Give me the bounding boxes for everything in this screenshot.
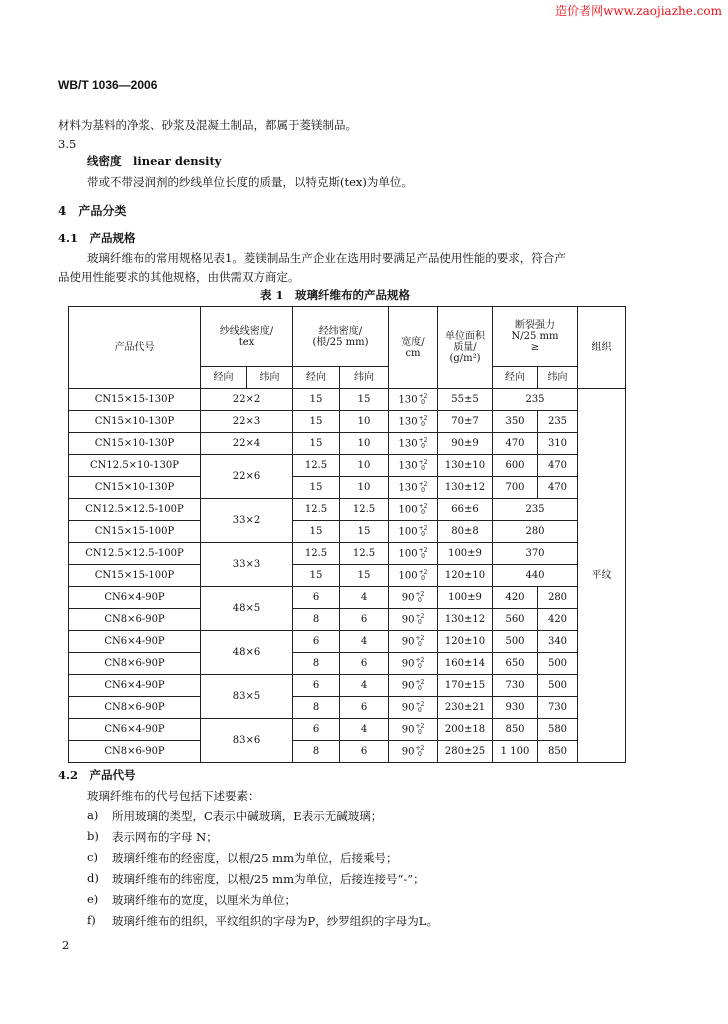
width-tolerance bbox=[419, 416, 428, 428]
weft-density-cell: 6 bbox=[340, 609, 389, 631]
table-row bbox=[69, 543, 626, 565]
product-code-cell: CN6×4-90P bbox=[69, 587, 201, 609]
warp-density-cell: 8 bbox=[293, 697, 340, 719]
strength-warp-cell: 1 100 bbox=[493, 741, 538, 763]
paragraph-continuation: 材料为基料的净浆、砂浆及混凝土制品，都属于菱镁制品。 bbox=[58, 118, 357, 132]
table-row bbox=[69, 565, 626, 587]
mass-cell: 55±5 bbox=[438, 389, 493, 411]
width-cell bbox=[389, 741, 438, 763]
mass-cell: 130±10 bbox=[438, 455, 493, 477]
list-item-label: a) bbox=[87, 808, 99, 822]
width-tolerance bbox=[415, 636, 424, 648]
product-code-cell: CN15×10-130P bbox=[69, 433, 201, 455]
weft-density-cell: 6 bbox=[340, 741, 389, 763]
strength-cell: 235 bbox=[493, 389, 578, 411]
width-tolerance bbox=[415, 614, 424, 626]
table-row bbox=[69, 741, 626, 763]
product-code-cell: CN8×6-90P bbox=[69, 653, 201, 675]
width-tolerance bbox=[415, 658, 424, 670]
list-item-text: 玻璃纤维布的经密度，以根/25 mm为单位，后接乘号； bbox=[112, 851, 398, 865]
strength-warp-cell: 650 bbox=[493, 653, 538, 675]
strength-weft-cell: 850 bbox=[538, 741, 578, 763]
width-cell bbox=[389, 389, 438, 411]
product-code-cell: CN6×4-90P bbox=[69, 675, 201, 697]
width-value: 130 bbox=[398, 482, 418, 493]
width-tolerance bbox=[415, 680, 424, 692]
tolerance-lower: 0 bbox=[421, 530, 425, 538]
tolerance-upper: +2 bbox=[418, 568, 428, 576]
paragraph-line-1: 玻璃纤维布的常用规格见表1。菱镁制品生产企业在选用时要满足产品使用性能的要求，符合产 bbox=[87, 251, 566, 265]
warp-density-cell: 8 bbox=[293, 609, 340, 631]
yarn-density-cell: 48×5 bbox=[201, 587, 293, 631]
product-code-cell: CN8×6-90P bbox=[69, 697, 201, 719]
weft-density-cell: 4 bbox=[340, 719, 389, 741]
weft-density-cell: 6 bbox=[340, 697, 389, 719]
weft-density-cell: 15 bbox=[340, 389, 389, 411]
product-code-cell: CN15×10-130P bbox=[69, 411, 201, 433]
warp-density-cell: 6 bbox=[293, 675, 340, 697]
product-code-cell: CN8×6-90P bbox=[69, 609, 201, 631]
width-tolerance bbox=[419, 460, 428, 472]
warp-density-cell: 12.5 bbox=[293, 543, 340, 565]
strength-warp-cell: 850 bbox=[493, 719, 538, 741]
warp-density-cell: 15 bbox=[293, 411, 340, 433]
mass-cell: 120±10 bbox=[438, 565, 493, 587]
table-row bbox=[69, 587, 626, 609]
header-width: 宽度/ cm bbox=[389, 307, 438, 389]
mass-cell: 100±9 bbox=[438, 543, 493, 565]
table-row bbox=[69, 499, 626, 521]
subheader-density-weft: 纬向 bbox=[340, 367, 389, 389]
list-item-text: 玻璃纤维布的纬密度，以根/25 mm为单位，后接连接号“-”； bbox=[112, 872, 425, 886]
product-code-cell: CN12.5×10-130P bbox=[69, 455, 201, 477]
subheader-density-warp: 经向 bbox=[293, 367, 340, 389]
warp-density-cell: 15 bbox=[293, 521, 340, 543]
weft-density-cell: 4 bbox=[340, 675, 389, 697]
tolerance-lower: 0 bbox=[417, 596, 422, 604]
list-item-label: c) bbox=[87, 850, 98, 864]
mass-cell: 70±7 bbox=[438, 411, 493, 433]
strength-warp-cell: 930 bbox=[493, 697, 538, 719]
yarn-density-cell: 22×4 bbox=[201, 433, 293, 455]
width-cell bbox=[389, 631, 438, 653]
warp-density-cell: 6 bbox=[293, 631, 340, 653]
weft-density-cell: 10 bbox=[340, 477, 389, 499]
header-density: 经纬密度/ (根/25 mm) bbox=[293, 307, 389, 367]
weft-density-cell: 10 bbox=[340, 455, 389, 477]
strength-weft-cell: 470 bbox=[538, 477, 578, 499]
mass-cell: 80±8 bbox=[438, 521, 493, 543]
table-row bbox=[69, 697, 626, 719]
mass-cell: 90±9 bbox=[438, 433, 493, 455]
strength-weft-cell: 500 bbox=[538, 675, 578, 697]
header-weave: 组织 bbox=[578, 307, 626, 389]
table-row bbox=[69, 389, 626, 411]
tolerance-lower: 0 bbox=[421, 398, 425, 406]
product-code-cell: CN15×15-100P bbox=[69, 521, 201, 543]
warp-density-cell: 15 bbox=[293, 433, 340, 455]
strength-weft-cell: 500 bbox=[538, 653, 578, 675]
strength-warp-cell: 500 bbox=[493, 631, 538, 653]
width-value: 90 bbox=[401, 636, 415, 647]
list-item-label: d) bbox=[87, 871, 99, 885]
yarn-density-cell: 22×2 bbox=[201, 389, 293, 411]
product-code-cell: CN6×4-90P bbox=[69, 719, 201, 741]
mass-cell: 160±14 bbox=[438, 653, 493, 675]
strength-weft-cell: 420 bbox=[538, 609, 578, 631]
product-code-cell: CN12.5×12.5-100P bbox=[69, 543, 201, 565]
tolerance-lower: 0 bbox=[417, 706, 422, 714]
strength-cell: 370 bbox=[493, 543, 578, 565]
yarn-density-cell: 33×3 bbox=[201, 543, 293, 587]
list-item-text: 所用玻璃的类型，C表示中碱玻璃，E表示无碱玻璃； bbox=[112, 809, 383, 823]
tolerance-upper: +2 bbox=[415, 700, 425, 708]
strength-warp-cell: 730 bbox=[493, 675, 538, 697]
tolerance-upper: +2 bbox=[415, 744, 425, 752]
width-cell bbox=[389, 565, 438, 587]
tolerance-lower: 0 bbox=[421, 442, 425, 450]
mass-cell: 170±15 bbox=[438, 675, 493, 697]
code-intro: 玻璃纤维布的代号包括下述要素： bbox=[87, 789, 260, 803]
yarn-density-cell: 22×6 bbox=[201, 455, 293, 499]
width-value: 100 bbox=[398, 570, 418, 581]
weft-density-cell: 15 bbox=[340, 565, 389, 587]
strength-cell: 235 bbox=[493, 499, 578, 521]
tolerance-upper: +2 bbox=[418, 524, 428, 532]
mass-cell: 130±12 bbox=[438, 609, 493, 631]
strength-weft-cell: 310 bbox=[538, 433, 578, 455]
width-cell bbox=[389, 499, 438, 521]
strength-weft-cell: 580 bbox=[538, 719, 578, 741]
weft-density-cell: 10 bbox=[340, 411, 389, 433]
width-value: 100 bbox=[398, 504, 418, 515]
width-cell bbox=[389, 411, 438, 433]
strength-weft-cell: 235 bbox=[538, 411, 578, 433]
mass-cell: 120±10 bbox=[438, 631, 493, 653]
mass-cell: 100±9 bbox=[438, 587, 493, 609]
width-cell bbox=[389, 609, 438, 631]
tolerance-lower: 0 bbox=[417, 662, 422, 670]
width-cell bbox=[389, 719, 438, 741]
table-title: 表 1 玻璃纤维布的产品规格 bbox=[260, 288, 411, 302]
table-row bbox=[69, 719, 626, 741]
tolerance-upper: +2 bbox=[418, 436, 428, 444]
mass-cell: 230±21 bbox=[438, 697, 493, 719]
mass-cell: 130±12 bbox=[438, 477, 493, 499]
table-row bbox=[69, 609, 626, 631]
width-cell bbox=[389, 521, 438, 543]
weft-density-cell: 10 bbox=[340, 433, 389, 455]
yarn-density-cell: 33×2 bbox=[201, 499, 293, 543]
tolerance-lower: 0 bbox=[421, 486, 425, 494]
width-cell bbox=[389, 697, 438, 719]
width-value: 90 bbox=[401, 746, 415, 757]
warp-density-cell: 8 bbox=[293, 653, 340, 675]
width-value: 130 bbox=[398, 460, 418, 471]
width-value: 100 bbox=[398, 526, 418, 537]
table-row bbox=[69, 521, 626, 543]
list-item-text: 玻璃纤维布的组织，平纹组织的字母为P，纱罗组织的字母为L。 bbox=[112, 914, 438, 928]
table-row bbox=[69, 411, 626, 433]
term-definition: 带或不带浸润剂的纱线单位长度的质量，以特克斯(tex)为单位。 bbox=[87, 175, 413, 189]
tolerance-lower: 0 bbox=[421, 552, 425, 560]
strength-warp-cell: 420 bbox=[493, 587, 538, 609]
table-row bbox=[69, 653, 626, 675]
weave-cell: 平纹 bbox=[578, 389, 626, 763]
width-value: 90 bbox=[401, 724, 415, 735]
width-value: 90 bbox=[401, 702, 415, 713]
width-tolerance bbox=[419, 504, 428, 516]
tolerance-upper: +2 bbox=[415, 722, 425, 730]
header-code: 产品代号 bbox=[69, 307, 201, 389]
product-code-cell: CN12.5×12.5-100P bbox=[69, 499, 201, 521]
table-row bbox=[69, 477, 626, 499]
width-value: 130 bbox=[398, 416, 418, 427]
tolerance-upper: +2 bbox=[418, 480, 428, 488]
yarn-density-cell: 83×5 bbox=[201, 675, 293, 719]
product-code-cell: CN15×10-130P bbox=[69, 477, 201, 499]
tolerance-upper: +2 bbox=[415, 656, 425, 664]
width-tolerance bbox=[419, 570, 428, 582]
page-number: 2 bbox=[62, 938, 70, 952]
width-tolerance bbox=[415, 746, 424, 758]
strength-weft-cell: 730 bbox=[538, 697, 578, 719]
strength-cell: 440 bbox=[493, 565, 578, 587]
subheader-tex-weft: 纬向 bbox=[247, 367, 293, 389]
warp-density-cell: 15 bbox=[293, 565, 340, 587]
tolerance-lower: 0 bbox=[421, 508, 425, 516]
header-strength: 断裂强力 N/25 mm ≥ bbox=[493, 307, 578, 367]
weft-density-cell: 4 bbox=[340, 631, 389, 653]
width-value: 100 bbox=[398, 548, 418, 559]
product-spec-table bbox=[68, 306, 626, 763]
list-item-label: f) bbox=[87, 913, 96, 927]
strength-warp-cell: 350 bbox=[493, 411, 538, 433]
subheader-strength-weft: 纬向 bbox=[538, 367, 578, 389]
strength-warp-cell: 700 bbox=[493, 477, 538, 499]
yarn-density-cell: 22×3 bbox=[201, 411, 293, 433]
warp-density-cell: 15 bbox=[293, 477, 340, 499]
mass-cell: 280±25 bbox=[438, 741, 493, 763]
warp-density-cell: 8 bbox=[293, 741, 340, 763]
tolerance-upper: +2 bbox=[418, 458, 428, 466]
width-tolerance bbox=[419, 438, 428, 450]
watermark-text: 造价者网www.zaojiazhe.com bbox=[555, 4, 722, 18]
width-cell bbox=[389, 653, 438, 675]
width-tolerance bbox=[419, 526, 428, 538]
width-value: 90 bbox=[401, 614, 415, 625]
header-tex: 纱线线密度/ tex bbox=[201, 307, 293, 367]
width-cell bbox=[389, 543, 438, 565]
tolerance-lower: 0 bbox=[417, 750, 422, 758]
section-4-heading: 4 产品分类 bbox=[58, 204, 127, 218]
header-mass: 单位面积 质量/ (g/m²) bbox=[438, 307, 493, 389]
paragraph-line-2: 品使用性能要求的其他规格，由供需双方商定。 bbox=[58, 270, 300, 284]
strength-weft-cell: 470 bbox=[538, 455, 578, 477]
width-cell bbox=[389, 433, 438, 455]
width-tolerance bbox=[419, 548, 428, 560]
section-4-1-heading: 4.1 产品规格 bbox=[58, 231, 136, 245]
warp-density-cell: 6 bbox=[293, 719, 340, 741]
subheader-tex-warp: 经向 bbox=[201, 367, 247, 389]
width-cell bbox=[389, 455, 438, 477]
product-code-cell: CN6×4-90P bbox=[69, 631, 201, 653]
weft-density-cell: 12.5 bbox=[340, 543, 389, 565]
width-cell bbox=[389, 477, 438, 499]
list-item-text: 玻璃纤维布的宽度，以厘米为单位； bbox=[112, 893, 296, 907]
product-code-cell: CN15×15-100P bbox=[69, 565, 201, 587]
tolerance-lower: 0 bbox=[417, 728, 422, 736]
strength-weft-cell: 340 bbox=[538, 631, 578, 653]
section-3-5: 3.5 bbox=[58, 137, 77, 151]
width-value: 90 bbox=[401, 592, 415, 603]
tolerance-lower: 0 bbox=[421, 464, 425, 472]
width-tolerance bbox=[419, 394, 428, 406]
product-code-cell: CN8×6-90P bbox=[69, 741, 201, 763]
width-tolerance bbox=[419, 482, 428, 494]
width-cell bbox=[389, 675, 438, 697]
strength-cell: 280 bbox=[493, 521, 578, 543]
list-item-text: 表示网布的字母 N； bbox=[112, 830, 218, 844]
tolerance-upper: +2 bbox=[415, 634, 425, 642]
table-body bbox=[69, 389, 626, 763]
tolerance-lower: 0 bbox=[417, 684, 422, 692]
mass-cell: 200±18 bbox=[438, 719, 493, 741]
yarn-density-cell: 83×6 bbox=[201, 719, 293, 763]
width-tolerance bbox=[415, 724, 424, 736]
weft-density-cell: 12.5 bbox=[340, 499, 389, 521]
width-cell bbox=[389, 587, 438, 609]
warp-density-cell: 15 bbox=[293, 389, 340, 411]
term-linear-density: 线密度 linear density bbox=[87, 154, 222, 168]
tolerance-upper: +2 bbox=[415, 678, 425, 686]
width-value: 130 bbox=[398, 394, 418, 405]
weft-density-cell: 6 bbox=[340, 653, 389, 675]
tolerance-lower: 0 bbox=[421, 420, 425, 428]
tolerance-lower: 0 bbox=[417, 640, 422, 648]
warp-density-cell: 6 bbox=[293, 587, 340, 609]
strength-warp-cell: 600 bbox=[493, 455, 538, 477]
standard-number: WB/T 1036—2006 bbox=[58, 78, 158, 92]
tolerance-upper: +2 bbox=[418, 414, 428, 422]
mass-cell: 66±6 bbox=[438, 499, 493, 521]
width-value: 130 bbox=[398, 438, 418, 449]
tolerance-upper: +2 bbox=[418, 546, 428, 554]
strength-warp-cell: 470 bbox=[493, 433, 538, 455]
weft-density-cell: 15 bbox=[340, 521, 389, 543]
weft-density-cell: 4 bbox=[340, 587, 389, 609]
table-row bbox=[69, 675, 626, 697]
table-row bbox=[69, 433, 626, 455]
tolerance-upper: +2 bbox=[415, 612, 425, 620]
warp-density-cell: 12.5 bbox=[293, 455, 340, 477]
width-value: 90 bbox=[401, 680, 415, 691]
strength-warp-cell: 560 bbox=[493, 609, 538, 631]
tolerance-lower: 0 bbox=[417, 618, 422, 626]
section-4-2-heading: 4.2 产品代号 bbox=[58, 768, 136, 782]
table-row bbox=[69, 631, 626, 653]
warp-density-cell: 12.5 bbox=[293, 499, 340, 521]
width-tolerance bbox=[415, 702, 424, 714]
tolerance-upper: +2 bbox=[415, 590, 425, 598]
width-tolerance bbox=[415, 592, 424, 604]
subheader-strength-warp: 经向 bbox=[493, 367, 538, 389]
tolerance-lower: 0 bbox=[421, 574, 425, 582]
yarn-density-cell: 48×6 bbox=[201, 631, 293, 675]
tolerance-upper: +2 bbox=[418, 502, 428, 510]
product-code-cell: CN15×15-130P bbox=[69, 389, 201, 411]
width-value: 90 bbox=[401, 658, 415, 669]
list-item-label: b) bbox=[87, 829, 99, 843]
tolerance-upper: +2 bbox=[418, 392, 428, 400]
list-item-label: e) bbox=[87, 892, 99, 906]
strength-weft-cell: 280 bbox=[538, 587, 578, 609]
table-row bbox=[69, 455, 626, 477]
